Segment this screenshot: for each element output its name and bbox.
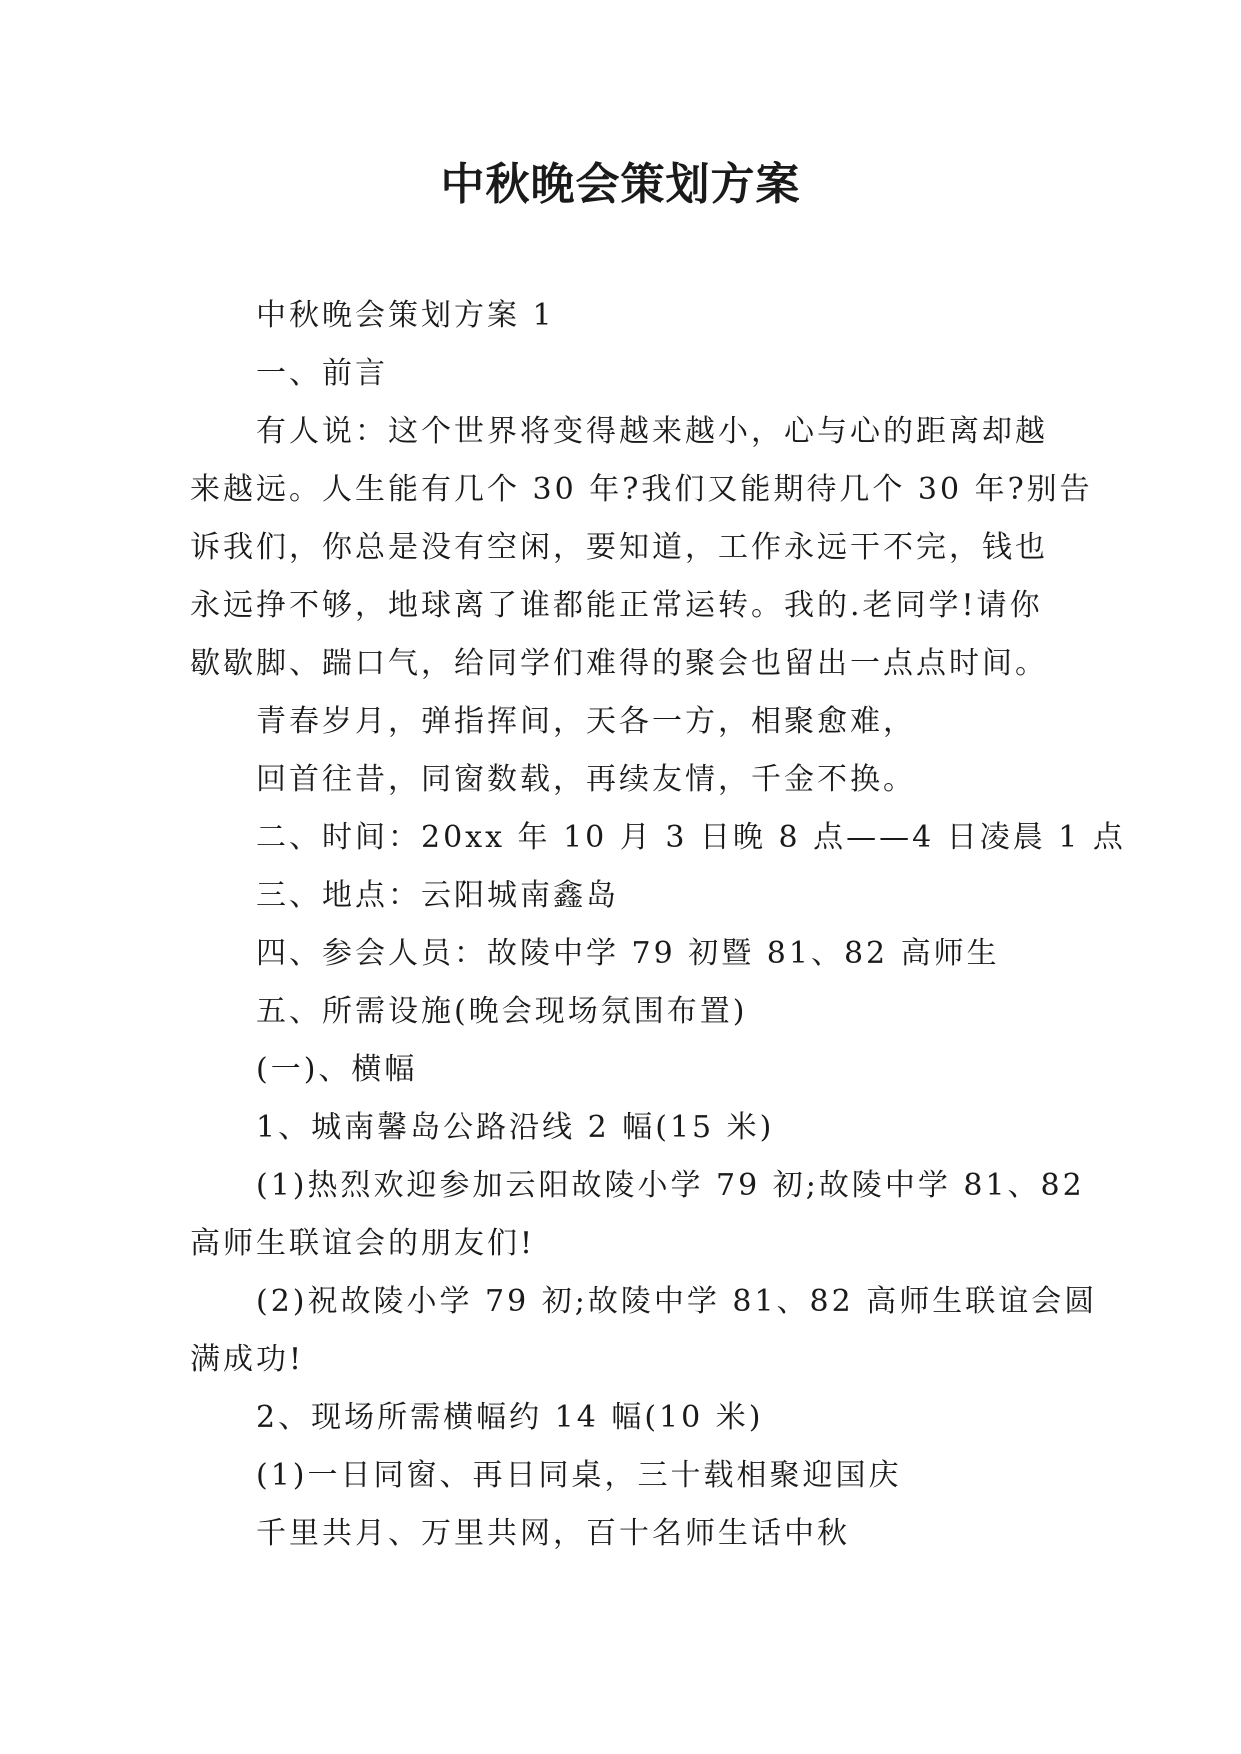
- paragraph-line: (1)一日同窗、再日同桌，三十载相聚迎国庆: [256, 1458, 902, 1493]
- paragraph-line: 五、所需设施(晚会现场氛围布置): [256, 994, 748, 1029]
- paragraph-line: 有人说：这个世界将变得越来越小，心与心的距离却越: [256, 414, 1048, 449]
- paragraph-line: (一)、横幅: [256, 1052, 418, 1087]
- paragraph-line: 四、参会人员：故陵中学 79 初暨 81、82 高师生: [256, 936, 1000, 971]
- paragraph-line: 中秋晚会策划方案 1: [256, 298, 555, 333]
- paragraph-line: 一、前言: [256, 356, 388, 391]
- paragraph-line: 1、城南馨岛公路沿线 2 幅(15 米): [256, 1110, 775, 1145]
- paragraph-line: 歇歇脚、踹口气，给同学们难得的聚会也留出一点点时间。: [190, 646, 1048, 681]
- paragraph-line: 来越远。人生能有几个 30 年?我们又能期待几个 30 年?别告: [190, 472, 1093, 507]
- paragraph-line: 千里共月、万里共网，百十名师生话中秋: [256, 1516, 850, 1551]
- paragraph-line: 青春岁月，弹指挥间，天各一方，相聚愈难，: [256, 704, 916, 739]
- paragraph-line: 永远挣不够，地球离了谁都能正常运转。我的.老同学!请你: [190, 588, 1043, 623]
- document-body: [190, 287, 1126, 1563]
- document-title: 中秋晚会策划方案: [440, 159, 801, 210]
- paragraph-line: 2、现场所需横幅约 14 幅(10 米): [256, 1400, 764, 1435]
- paragraph-line: 二、时间：20xx 年 10 月 3 日晚 8 点——4 日凌晨 1 点: [256, 820, 1126, 855]
- paragraph-line: (2)祝故陵小学 79 初;故陵中学 81、82 高师生联谊会圆: [256, 1284, 1098, 1319]
- paragraph-line: 回首往昔，同窗数载，再续友情，千金不换。: [256, 762, 916, 797]
- paragraph-line: 满成功!: [190, 1342, 305, 1377]
- paragraph-line: 三、地点：云阳城南鑫岛: [256, 878, 619, 913]
- paragraph-line: 诉我们，你总是没有空闲，要知道，工作永远干不完，钱也: [190, 530, 1048, 565]
- paragraph-line: 高师生联谊会的朋友们!: [190, 1226, 536, 1261]
- paragraph-line: (1)热烈欢迎参加云阳故陵小学 79 初;故陵中学 81、82: [256, 1168, 1085, 1203]
